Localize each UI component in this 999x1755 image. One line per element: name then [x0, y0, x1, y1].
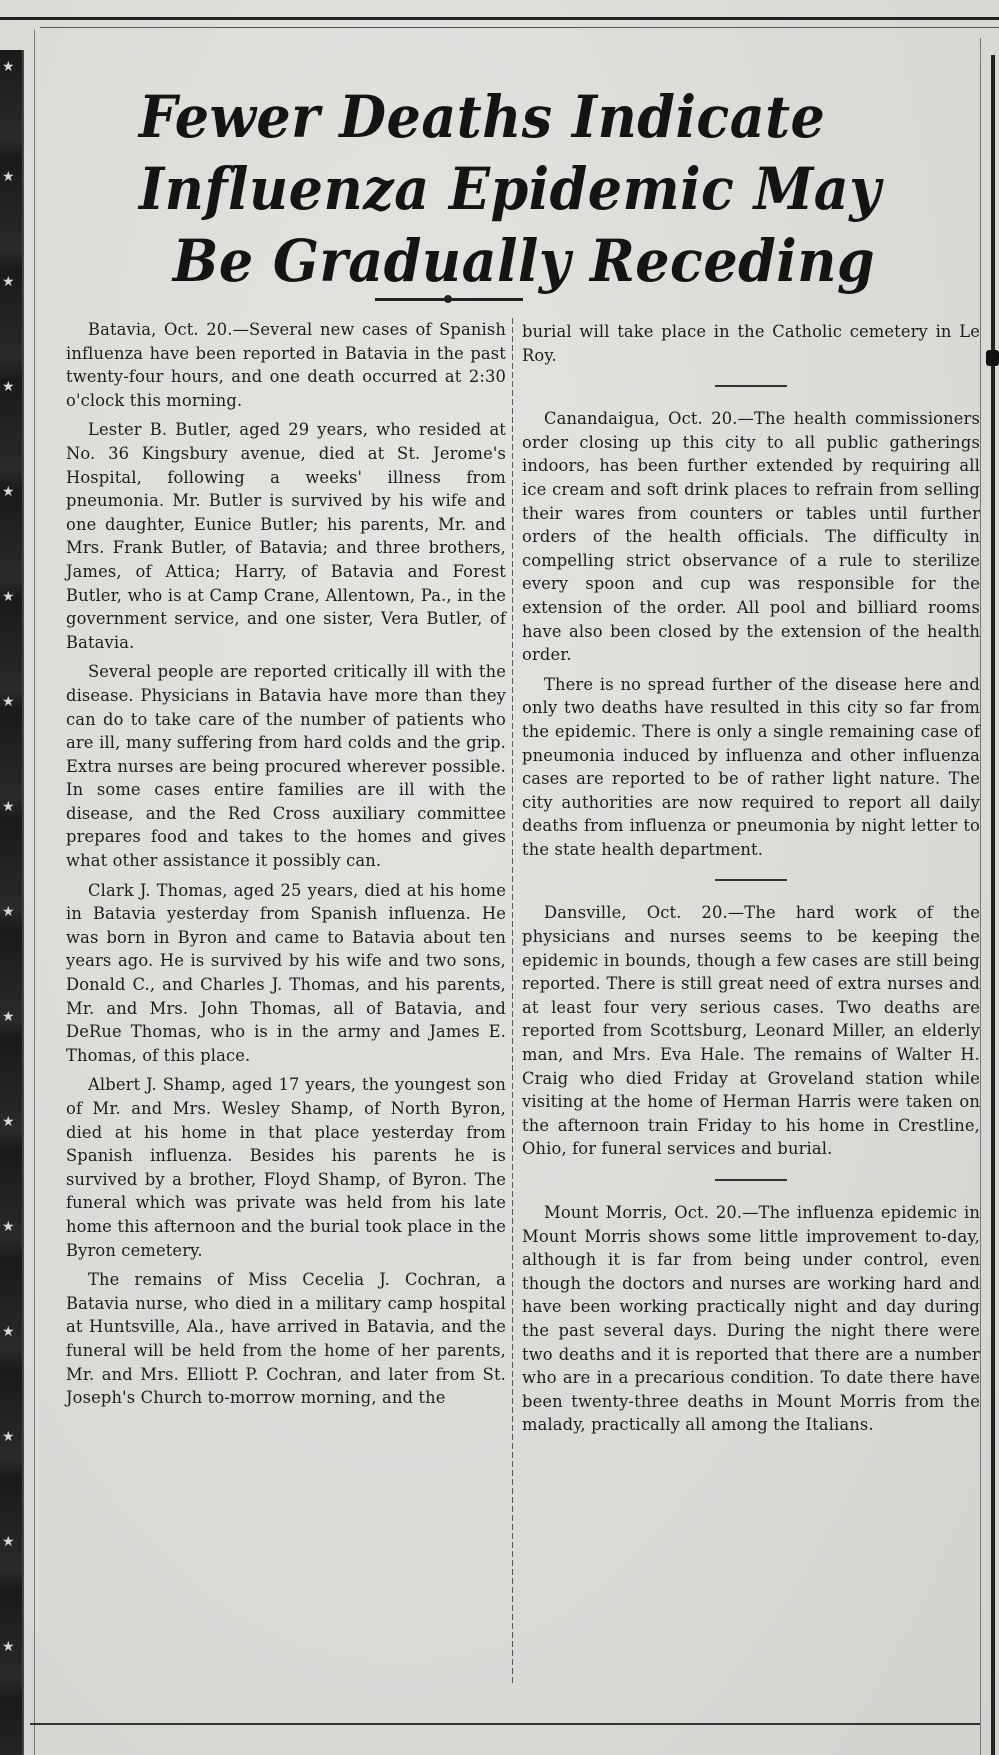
section-separator: [715, 385, 787, 387]
right-border-knob: [986, 350, 999, 366]
star-icon: ★: [2, 1009, 15, 1025]
paragraph-critically-ill: Several people are reported critically ill with the disease. Physicians in Batavia have more than they can do to take care of the number of patients who are ill, many suffering from hard colds and the grip. Extra nurses are being procured wherever possible. In some cases entire families are ill with the disease, and the Red Cross auxiliary committee prepares food and takes to the homes and gives what other assistance it possibly can.: [66, 662, 506, 871]
star-icon: ★: [2, 484, 15, 500]
paragraph-lester-butler: Lester B. Butler, aged 29 years, who resided at No. 36 Kingsbury avenue, died at St. Jerome's Hospital, following a weeks' illness from pneumonia. Mr. Butler is survived by his wife and one daughter, Eunice Butler; his parents, Mr. and Mrs. Frank Butler, of Batavia; and three brothers, James, of Attica; Harry, of Batavia and Forest Butler, who is at Camp Crane, Allentown, Pa., in the government service, and one sister, Vera Butler, of Batavia.: [66, 420, 506, 652]
paragraph-canandaigua-1: Canandaigua, Oct. 20.—The health commissioners order closing up this city to all public gatherings indoors, has been further extended by requiring all ice cream and soft drink places to refrain from selling their wares from counters or tables until further orders of the health officials. The difficulty in compelling strict observance of a rule to sterilize every spoon and cup was responsible for the extension of the order. All pool and billiard rooms have also been closed by the extension of the health order.: [522, 409, 980, 665]
paragraph-mount-morris: Mount Morris, Oct. 20.—The influenza epidemic in Mount Morris shows some little improvement to-day, although it is far from being under control, even though the doctors and nurses are working hard and have been working practically night and day during the past several days. During the night there were two deaths and it is reported that there are a number who are in a precarious condition. To date there have been twenty-three deaths in Mount Morris from the malady, practically all among the Italians.: [522, 1203, 980, 1435]
star-icon: ★: [2, 1429, 15, 1445]
star-icon: ★: [2, 1639, 15, 1655]
star-icon: ★: [2, 274, 15, 290]
top-rule: [0, 17, 999, 20]
column-rule-left: [34, 30, 35, 1755]
star-icon: ★: [2, 904, 15, 920]
headline-dash-dot: [444, 295, 452, 303]
star-icon: ★: [2, 1324, 15, 1340]
star-icon: ★: [2, 1219, 15, 1235]
column-rule-right: [980, 38, 981, 1755]
paragraph-batavia-dateline: Batavia, Oct. 20.—Several new cases of Spanish influenza have been reported in Batavia in the past twenty-four hours, and one death occurred at 2:30 o'clock this morning.: [66, 320, 506, 410]
right-border-bar: [991, 55, 995, 1755]
star-icon: ★: [2, 59, 15, 75]
article-column-right: [522, 320, 980, 1443]
star-icon: ★: [2, 799, 15, 815]
paragraph-clark-thomas: Clark J. Thomas, aged 25 years, died at his home in Batavia yesterday from Spanish influenza. He was born in Byron and came to Batavia about ten years ago. He is survived by his wife and two sons, Donald C., and Charles J. Thomas, and his parents, Mr. and Mrs. John Thomas, all of Batavia, and DeRue Thomas, who is in the army and James E. Thomas, of this place.: [66, 880, 506, 1065]
headline-line-1: Fewer Deaths Indicate: [138, 82, 826, 151]
flag-border-strip: [0, 50, 24, 1755]
section-separator: [715, 1179, 787, 1181]
paragraph-canandaigua-2: There is no spread further of the disease here and only two deaths have resulted in this city so far from the epidemic. There is only a single remaining case of pneumonia induced by influenza and other influenza cases are reported to be of rather light nature. The city authorities are now required to report all daily deaths from influenza or pneumonia by night letter to the state health department.: [522, 674, 980, 859]
headline-line-3: Be Gradually Receding: [172, 226, 876, 295]
paragraph-continuation: burial will take place in the Catholic cemetery in Le Roy.: [522, 322, 980, 365]
star-icon: ★: [2, 1114, 15, 1130]
paragraph-dansville: Dansville, Oct. 20.—The hard work of the physicians and nurses seems to be keeping the epidemic in bounds, though a few cases are still being reported. There is still great need of extra nurses and at least four very serious cases. Two deaths are reported from Scottsburg, Leonard Miller, an elderly man, and Mrs. Eva Hale. The remains of Walter H. Craig who died Friday at Groveland station while visiting at the home of Herman Harris were taken on the afternoon train Friday to his home in Crestline, Ohio, for funeral services and burial.: [522, 903, 980, 1159]
star-icon: ★: [2, 694, 15, 710]
headline: [78, 81, 943, 297]
article-column-left: [66, 318, 506, 1416]
headline-line-2: Influenza Epidemic May: [138, 154, 882, 223]
paragraph-cecelia-cochran: The remains of Miss Cecelia J. Cochran, a Batavia nurse, who died in a military camp hospital at Huntsville, Ala., have arrived in Batavia, and the funeral will be held from the home of her parents, Mr. and Mrs. Elliott P. Cochran, and later from St. Joseph's Church to-morrow morning, and the: [66, 1270, 506, 1408]
star-icon: ★: [2, 589, 15, 605]
star-icon: ★: [2, 1534, 15, 1550]
top-rule-thin: [40, 27, 999, 28]
paragraph-albert-shamp: Albert J. Shamp, aged 17 years, the youngest son of Mr. and Mrs. Wesley Shamp, of North Byron, died at his home in that place yesterday from Spanish influenza. Besides his parents he is survived by a brother, Floyd Shamp, of Byron. The funeral which was private was held from his late home this afternoon and the burial took place in the Byron cemetery.: [66, 1075, 506, 1260]
star-icon: ★: [2, 379, 15, 395]
column-divider: [512, 318, 513, 1683]
section-separator: [715, 879, 787, 881]
bottom-rule: [30, 1723, 980, 1725]
star-icon: ★: [2, 169, 15, 185]
